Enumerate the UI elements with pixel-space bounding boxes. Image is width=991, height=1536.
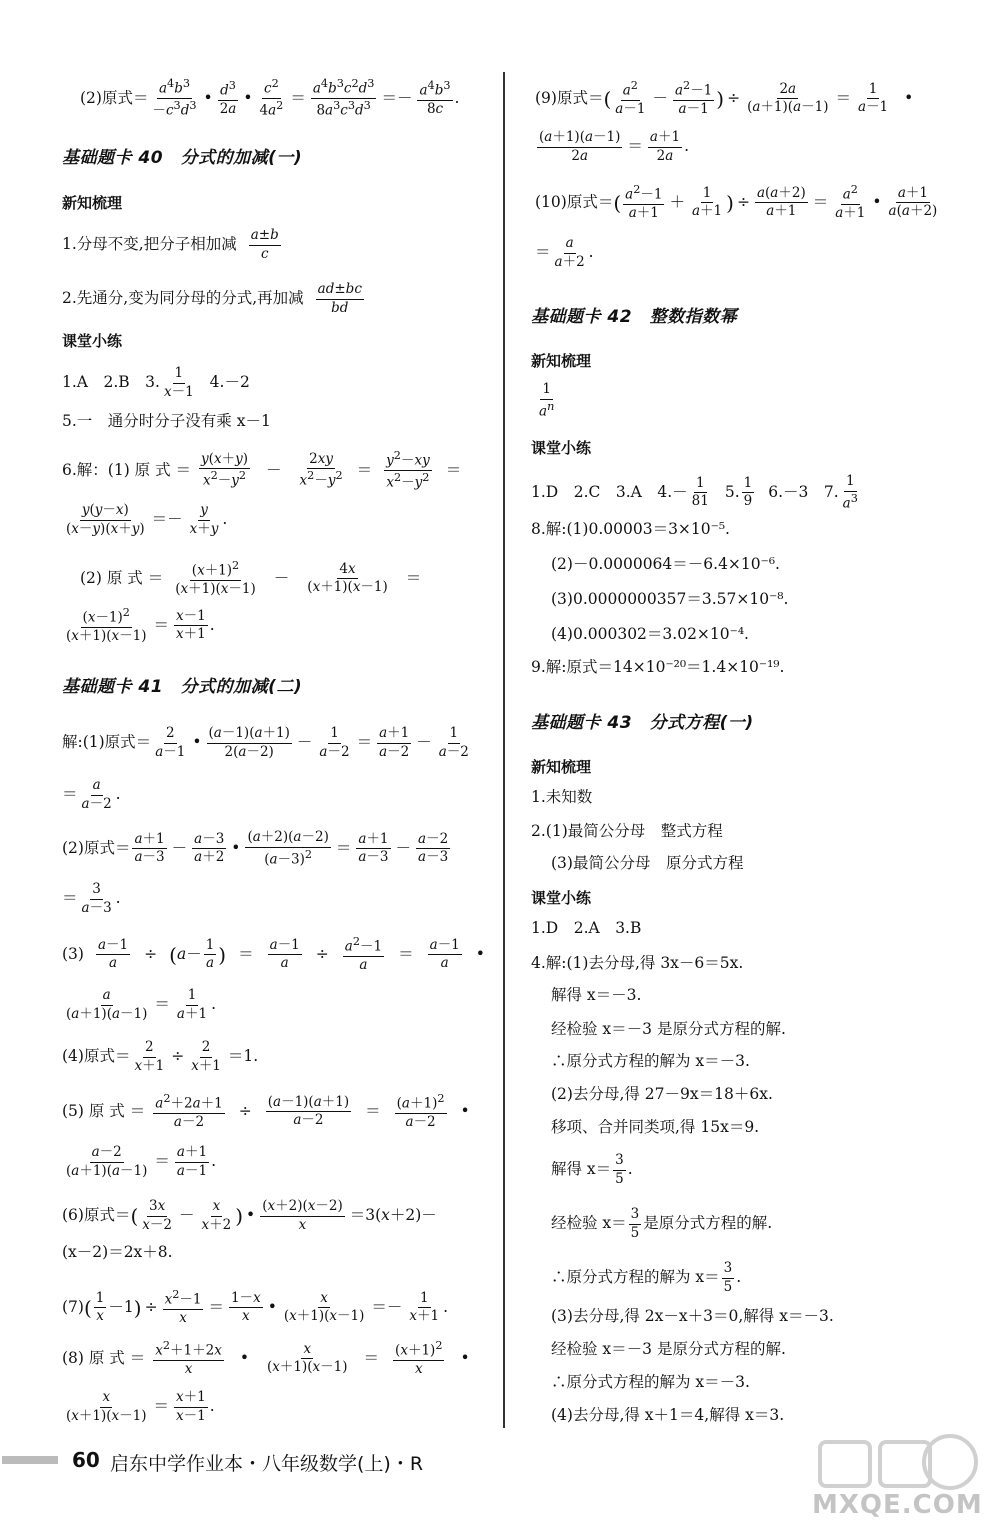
line-q8a: (8) 原 式 ＝ $x^2+1+2x$ x • x (x＋1)(x－1) ＝ $(x+1)^2$ x • (62, 1339, 470, 1378)
line-p1: 1.A 2.B 3. 1 x－1 4.－2 (62, 365, 250, 400)
page-number: 60 (72, 1448, 100, 1472)
line-43-p4m: (4)去分母,得 x＋1＝4,解得 x＝3. (551, 1406, 785, 1424)
line-q10b: ＝ a a＋2 . (535, 235, 594, 270)
footer-decoration (2, 1456, 58, 1464)
line-43-p4k: 经检验 x＝－3 是原分式方程的解. (551, 1340, 786, 1358)
watermark-text: MXQE.COM (812, 1490, 983, 1520)
section-title-41: 基础题卡 41 分式的加减(二) (62, 677, 303, 697)
line-43-p1: 1.D 2.A 3.B (531, 919, 642, 937)
line-43-p4g: 解得 x＝ 3 5 . (551, 1152, 633, 1187)
line-q4: (4)原式＝ $\frac{2}{x+1}$ ÷ $\frac{2}{x+1}$ ＝1. (62, 1039, 259, 1074)
line-42-p8b: (2)－0.0000064＝－6.4×10⁻⁶. (551, 555, 780, 573)
line-q2a: (2)原式＝ a＋1 a－3 － a－3 a＋2 • (a＋2)(a－2) $(a-3)^2$ ＝ a＋1 a－3 － a－2 a－3 (62, 829, 449, 868)
line-p6c: (2) 原 式 ＝ $(x+1)^2$ (x＋1)(x－1) － 4x (x＋1)(x－1) ＝ (80, 559, 422, 598)
line-43-p4e: (2)去分母,得 27－9x＝18＋6x. (551, 1085, 773, 1103)
line-q5b: a－2 (a＋1)(a－1) ＝ a＋1 a－1 . (66, 1144, 216, 1179)
line-q2b: ＝ 3 a－3 . (62, 881, 121, 916)
line-43-k3: (3)最简公分母 原分式方程 (551, 854, 744, 872)
line-42-p1: 1.D 2.C 3.A 4.－ 1 81 5. 1 9 6.－3 7. 1 $a^3$ (531, 473, 858, 512)
line-p6b: y(y－x) (x－y)(x＋y) ＝－ y x＋y . (66, 502, 228, 537)
line-43-k2: 2.(1)最简公分母 整式方程 (531, 822, 723, 840)
line-42-k: 1 $a^n$ (539, 381, 555, 420)
prefix: (2)原式＝ (80, 88, 149, 107)
line-43-k1: 1.未知数 (531, 788, 593, 806)
line-q1a: 解:(1)原式＝ 2 a－1 • (a－1)(a＋1) 2(a－2) － 1 a－2 ＝ a＋1 a－2 － 1 a－2 (62, 725, 469, 760)
line-2: (2)原式＝ $a^4b^3$ $-c^3d^3$ • $d^3$ 2a • $c^2$ $4a^2$ ＝ $a^4b^3c^2d^3$ $8a^3c^3d^3$ ＝－ $a^4b^3$ 8c . (80, 77, 460, 119)
line-q6b: (x－2)＝2x＋8. (62, 1243, 173, 1261)
book-title: 启东中学作业本・八年级数学(上)・R (110, 1453, 424, 1475)
line-42-p9: 9.解:原式＝14×10⁻²⁰＝1.4×10⁻¹⁹. (531, 658, 785, 676)
line-p6a: 6.解：(1) 原 式 ＝ y(x＋y) $x^2-y^2$ － 2xy $x^2-y^2$ ＝ $y^2-xy$ $x^2-y^2$ ＝ (62, 449, 462, 491)
line-42-p8a: 8.解:(1)0.00003＝3×10⁻⁵. (531, 520, 730, 538)
line-43-p4f: 移项、合并同类项,得 15x＝9. (551, 1118, 760, 1136)
line-43-p4b: 解得 x＝－3. (551, 986, 642, 1004)
line-q10a: (10)原式＝ ( $a^2-1$ a＋1 ＋ 1 a＋1 ) ÷ $\frac{a(a+2)}{a+1}$ ＝ $a^2$ a＋1 • a＋1 a(a＋2) (535, 183, 938, 222)
line-k1: 1.分母不变,把分子相加减 a±b c (62, 227, 279, 262)
subheading-ketang: 课堂小练 (62, 332, 123, 350)
subheading-xinzhi: 新知梳理 (62, 194, 123, 212)
subheading-xinzhi-43: 新知梳理 (531, 758, 592, 776)
line-43-p4d: ∴原分式方程的解为 x＝－3. (551, 1052, 750, 1070)
line-43-p4h: 经检验 x＝ 3 5 是原分式方程的解. (551, 1206, 773, 1241)
line-43-p4a: 4.解:(1)去分母,得 3x－6＝5x. (531, 954, 744, 972)
line-43-p4c: 经检验 x＝－3 是原分式方程的解. (551, 1020, 786, 1038)
column-divider (503, 72, 505, 1428)
line-q8b: x (x＋1)(x－1) ＝ x＋1 x－1 . (66, 1389, 215, 1424)
subheading-ketang-42: 课堂小练 (531, 439, 592, 457)
line-p6d: $(x-1)^2$ (x＋1)(x－1) ＝ x－1 x＋1 . (66, 606, 215, 645)
subheading-ketang-43: 课堂小练 (531, 889, 592, 907)
line-q9a: (9)原式＝ ( $a^2$ a－1 － $a^2-1$ a－1 ) ÷ $\frac{2a}{(a+1)(a-1)}$ ＝ 1 a－1 • (535, 79, 914, 118)
line-42-p8c: (3)0.0000000357＝3.57×10⁻⁸. (551, 590, 789, 608)
section-title-43: 基础题卡 43 分式方程(一) (531, 713, 754, 733)
line-q6a: (6)原式＝ ( 3x x－2 － x x＋2 ) • (x＋2)(x－2) x ＝3(x＋2)－ (62, 1198, 437, 1233)
section-title-42: 基础题卡 42 整数指数幂 (531, 307, 738, 327)
line-q3a: (3) $\frac{a-1}{a}$ ÷ ( a － 1 a ) ＝ $\frac{a-1}{a}$ ÷ $\frac{a^2-1}{a}$ ＝ a－1 a • (62, 935, 485, 974)
line-k2: 2.先通分,变为同分母的分式,再加减 ad±bc bd (62, 281, 362, 316)
line-42-p8d: (4)0.000302＝3.02×10⁻⁴. (551, 625, 749, 643)
line-43-p4l: ∴原分式方程的解为 x＝－3. (551, 1373, 750, 1391)
line-q7: (7) ( 1 x －1 ) ÷ $\frac{x^2-1}{x}$ ＝ 1－x x • x (x＋1)(x－1) ＝－ 1 x＋1 . (62, 1288, 449, 1327)
line-43-p4i: ∴原分式方程的解为 x＝ 3 5 . (551, 1260, 742, 1295)
subheading-xinzhi-42: 新知梳理 (531, 352, 592, 370)
line-q5a: (5) 原 式 ＝ $\frac{a^2+2a+1}{a-2}$ ÷ $\frac{(a-1)(a+1)}{a-2}$ ＝ $(a+1)^2$ a－2 • (62, 1092, 470, 1131)
line-p5: 5.一 通分时分子没有乘 x－1 (62, 412, 271, 430)
line-43-p4j: (3)去分母,得 2x－x＋3＝0,解得 x＝－3. (551, 1307, 834, 1325)
line-q3b: a (a＋1)(a－1) ＝ 1 a＋1 . (66, 987, 216, 1022)
line-q1b: ＝ a a－2 . (62, 777, 121, 812)
section-title-40: 基础题卡 40 分式的加减(一) (62, 148, 303, 168)
line-q9b: (a＋1)(a－1) 2a ＝ a＋1 2a . (539, 129, 689, 164)
